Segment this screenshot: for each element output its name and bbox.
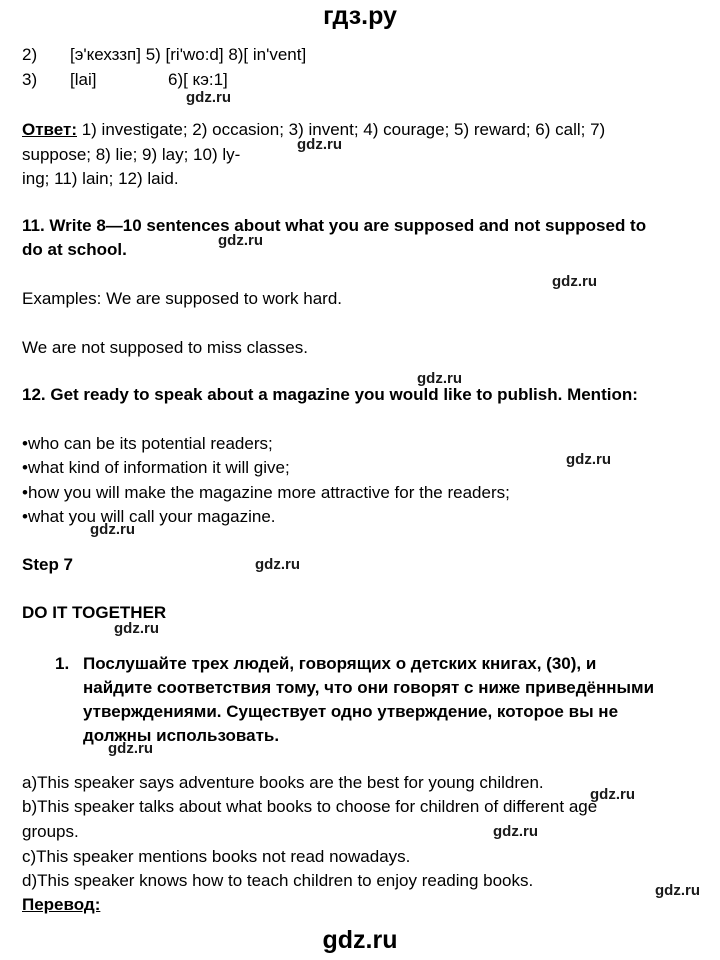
translation-label: Перевод: [22,895,101,914]
task-12-bullet-3: •how you will make the magazine more attractive for the readers; [22,483,510,502]
watermark: gdz.ru [114,620,159,637]
watermark: gdz.ru [218,232,263,249]
task-12-bullet-4: •what you will call your magazine. [22,507,276,526]
transcription-row-3-number: 3) [22,70,38,89]
transcription-row-3-a: [lai] [70,70,97,89]
task-1-line-2: найдите соответствия тому, что они говорят с ниже приведёнными [83,678,655,697]
task-1-line-1: Послушайте трех людей, говорящих о детских книгах, (30), и [83,654,597,673]
transcription-row-2-text: [э'кехззп] 5) [ri'wo:d] 8)[ in'vent] [70,45,307,64]
watermark: gdz.ru [655,882,700,899]
step-heading: Step 7 [22,555,74,574]
answer-line-2: suppose; 8) lie; 9) lay; 10) ly- [22,145,241,164]
task-12-bullet-1: •who can be its potential readers; [22,434,273,453]
answer-text-1: 1) investigate; 2) occasion; 3) invent; 4) courage; 5) reward; 6) call; 7) [77,120,606,139]
task-11-example-1: Examples: We are supposed to work hard. [22,289,343,308]
statement-a: a)This speaker says adventure books are the best for young children. [22,773,544,792]
task-1-line-4: должны использовать. [83,726,280,745]
site-header: гдз.ру [323,2,397,30]
transcription-row-3-b: 6)[ кэ:1] [168,70,228,89]
answer-label: Ответ: [22,120,77,139]
task-1-number: 1. [55,654,70,673]
task-11-line-1: 11. Write 8—10 sentences about what you are supposed and not supposed to [22,216,647,235]
statement-d: d)This speaker knows how to teach children to enjoy reading books. [22,871,534,890]
watermark: gdz.ru [493,823,538,840]
watermark: gdz.ru [90,521,135,538]
watermark: gdz.ru [186,89,231,106]
watermark: gdz.ru [590,786,635,803]
site-footer: gdz.ru [322,926,398,954]
do-it-together-heading: DO IT TOGETHER [22,603,167,622]
task-12-bullet-2: •what kind of information it will give; [22,458,290,477]
statement-c: c)This speaker mentions books not read nowadays. [22,847,411,866]
watermark: gdz.ru [255,556,300,573]
answer-line-3: ing; 11) lain; 12) laid. [22,169,179,188]
task-12-title: 12. Get ready to speak about a magazine you would like to publish. Mention: [22,385,638,404]
watermark: gdz.ru [297,136,342,153]
watermark: gdz.ru [566,451,611,468]
task-11-example-2: We are not supposed to miss classes. [22,338,308,357]
transcription-row-2-number: 2) [22,45,38,64]
task-11-line-2: do at school. [22,240,127,259]
task-1-line-3: утверждениями. Существует одно утверждение, которое вы не [83,702,619,721]
watermark: gdz.ru [108,740,153,757]
watermark: gdz.ru [417,370,462,387]
statement-b-continued: groups. [22,822,79,841]
watermark: gdz.ru [552,273,597,290]
statement-b: b)This speaker talks about what books to choose for children of different age [22,797,598,816]
